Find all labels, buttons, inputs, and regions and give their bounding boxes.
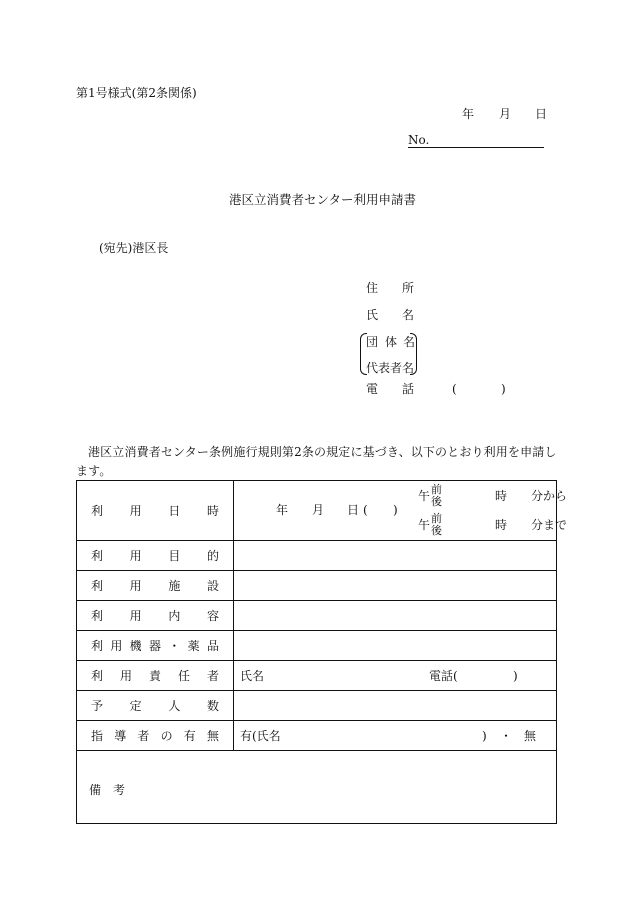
responsible-phone-label: 電話( [429,669,458,683]
dt-month: 月 [312,503,325,517]
org-name-3: 名 [403,335,416,349]
dt-ampm-start-bottom: 後 [431,495,442,508]
usage-datetime-field[interactable] [234,481,568,541]
org-name-1: 団 [366,335,379,349]
instructor-close: ) [482,729,487,743]
purpose-label: 利 用 目 的 [77,541,234,571]
instructor-row [77,721,557,751]
rep-name-label: 代表者名 [366,361,415,375]
notes-row [77,751,557,824]
address-label-2: 所 [402,281,415,295]
dt-ampm-end-bottom: 後 [431,524,442,537]
dt-from: 分から [531,489,568,503]
dt-gozen-end: 午 [418,518,431,532]
instructor-label: 指 導 者 の 有 無 [77,721,234,751]
dt-until: 分まで [531,518,568,532]
responsible-row [77,661,557,691]
content-field[interactable] [234,601,557,631]
usage-datetime-label: 利 用 日 時 [77,481,234,541]
content-label: 利 用 内 容 [77,601,234,631]
responsible-phone-close: ) [513,669,518,683]
facility-row [77,571,557,601]
instructor-field[interactable] [234,721,557,751]
responsible-label: 利 用 責 任 者 [77,661,234,691]
people-field[interactable] [234,691,557,721]
notes-label: 備考 [89,782,138,797]
dt-ampm-start-top: 前 [431,483,442,496]
application-table [76,480,568,824]
facility-field[interactable] [234,571,557,601]
phone-label-1: 電 [366,382,379,396]
dt-hour-start: 時 [495,489,508,503]
notes-field[interactable] [77,751,557,824]
dt-gozen-start: 午 [418,489,431,503]
purpose-field[interactable] [234,541,557,571]
instructor-no-label: 無 [524,729,537,743]
address-label-1: 住 [366,281,379,295]
responsible-name-label: 氏名 [240,669,265,683]
number-field[interactable] [408,133,544,148]
instructor-dot: ・ [500,729,513,743]
phone-paren-open: ( [452,382,457,396]
date-day: 日 [535,107,548,121]
name-label-2: 名 [402,308,415,322]
purpose-row [77,541,557,571]
name-label-1: 氏 [366,308,379,322]
responsible-field[interactable] [234,661,557,691]
date-year: 年 [462,107,475,121]
people-label: 予 定 人 数 [77,691,234,721]
addressee: (宛先)港区長 [99,241,169,255]
dt-year: 年 [276,503,289,517]
content-row [77,601,557,631]
equipment-label: 利 用 機 器 ・ 薬 品 [77,631,234,661]
org-name-2: 体 [385,335,398,349]
instructor-yes-label: 有(氏名 [240,729,281,743]
phone-label-2: 話 [402,382,415,396]
intro-text: 港区立消費者センター条例施行規則第2条の規定に基づき、以下のとおり利用を申請します。 [76,445,557,478]
dt-day: 日 [347,503,360,517]
usage-datetime-row [77,481,557,541]
equipment-row [77,631,557,661]
date-month: 月 [499,107,512,121]
facility-label: 利 用 施 設 [77,571,234,601]
phone-paren-close: ) [501,382,506,396]
equipment-field[interactable] [234,631,557,661]
dt-weekday-open: ( [363,503,368,517]
people-row [77,691,557,721]
form-id: 第1号様式(第2条関係) [76,86,197,100]
dt-weekday-close: ) [393,503,398,517]
number-label: No. [408,133,430,147]
dt-hour-end: 時 [495,518,508,532]
dt-ampm-end-top: 前 [431,512,442,525]
document-title: 港区立消費者センター利用申請書 [229,192,417,207]
